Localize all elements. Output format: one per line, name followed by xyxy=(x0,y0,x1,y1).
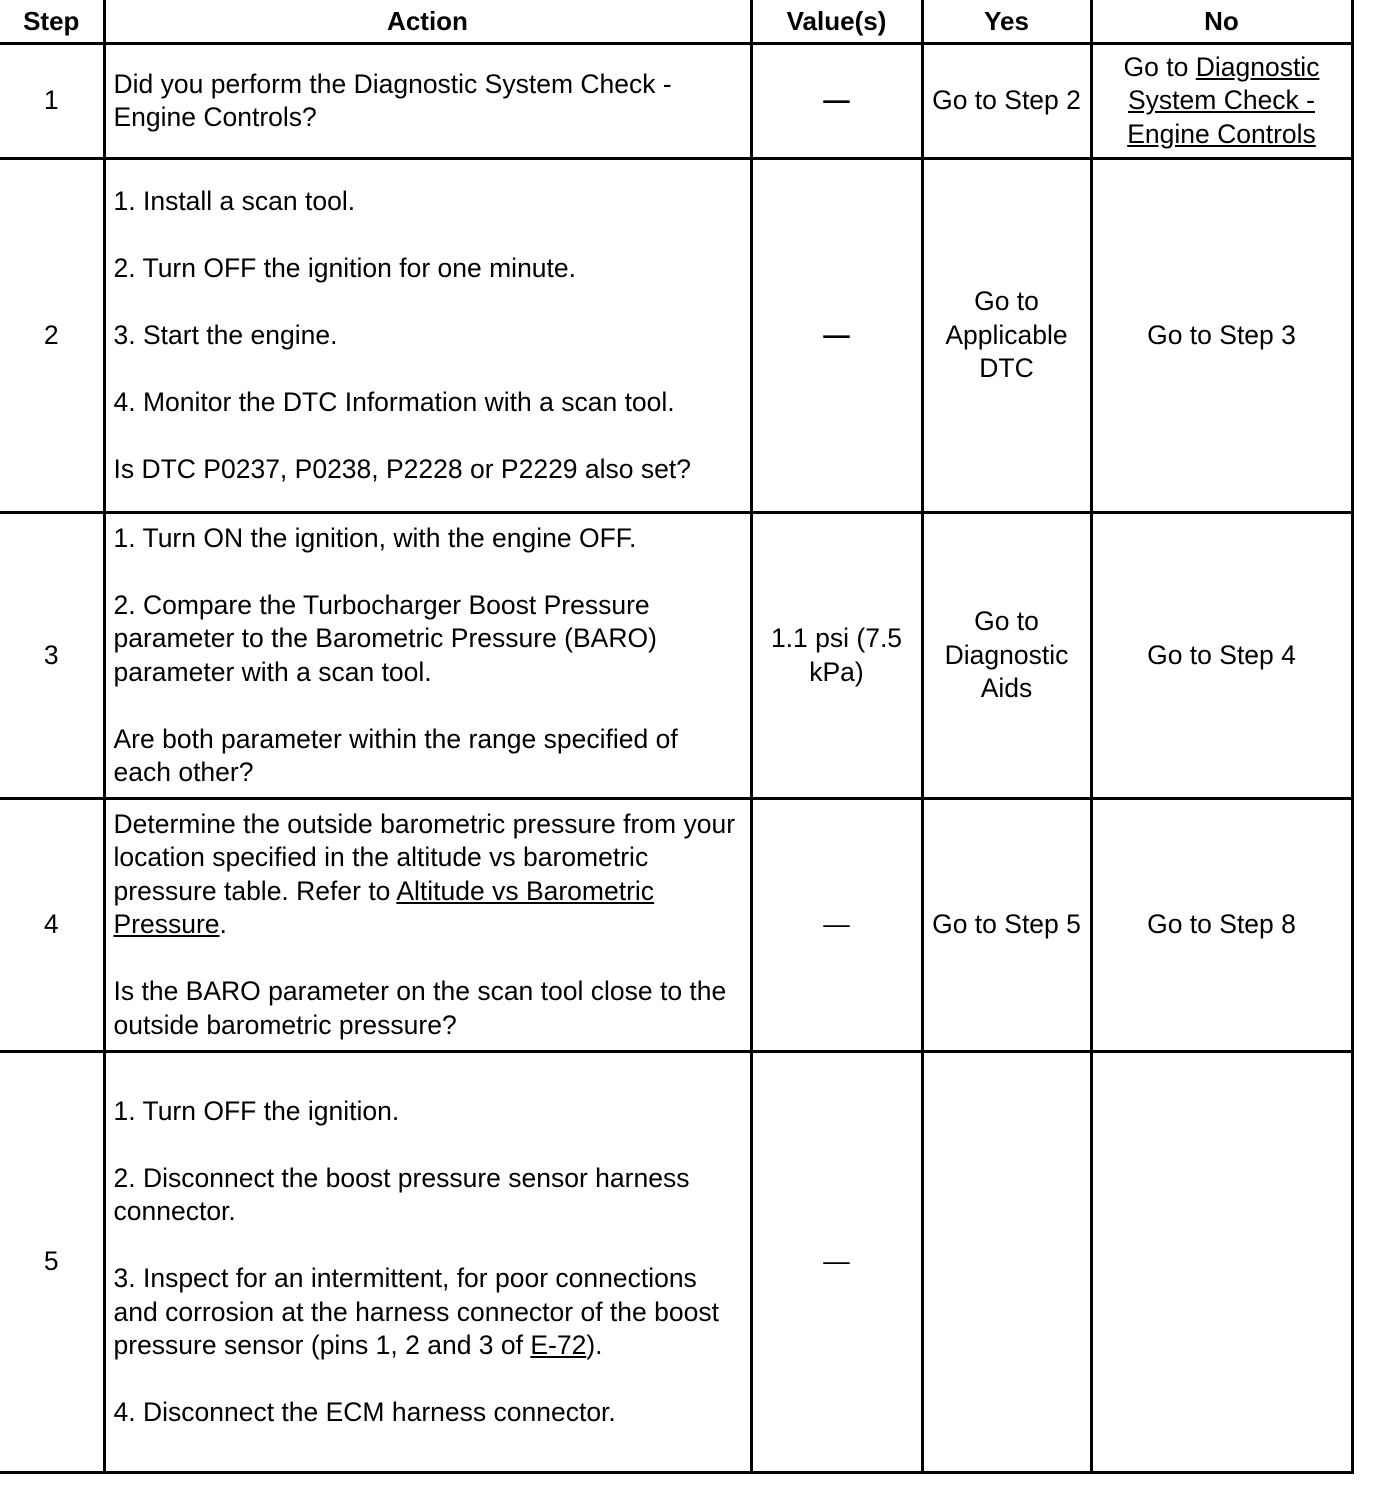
step-number: 5 xyxy=(0,1052,104,1473)
action-text xyxy=(114,808,742,942)
action-text: 1. Install a scan tool. xyxy=(113,185,356,216)
step-number: 4 xyxy=(0,799,104,1052)
action-text: 4. Monitor the DTC Information with a scan tool. xyxy=(113,386,675,417)
action-cell xyxy=(104,159,751,513)
action-cell xyxy=(104,1052,751,1473)
yes-cell: Go to Applicable DTC xyxy=(922,159,1091,513)
table-row xyxy=(0,159,1352,513)
header-step: Step xyxy=(0,0,104,44)
header-yes: Yes xyxy=(922,0,1091,44)
link-e-72[interactable]: E-72 xyxy=(530,1330,587,1360)
step-number: 2 xyxy=(0,159,104,513)
value-cell xyxy=(751,44,922,159)
header-no: No xyxy=(1091,0,1352,44)
header-values: Value(s) xyxy=(751,0,922,44)
table-row xyxy=(0,1052,1352,1473)
step-number: 3 xyxy=(0,513,104,799)
action-cell xyxy=(104,799,751,1052)
link-diagnostic-system-check[interactable]: Diagnostic System Check - Engine Controls xyxy=(1127,51,1320,149)
value-cell: — xyxy=(751,799,922,1052)
action-text: 3. Start the engine. xyxy=(113,319,338,350)
value-cell: — xyxy=(751,1052,922,1473)
value-cell: 1.1 psi (7.5 kPa) xyxy=(751,513,922,799)
action-text: 1. Turn ON the ignition, with the engine OFF. xyxy=(113,522,637,553)
value-text: — xyxy=(823,319,850,350)
yes-cell: Go to Step 5 xyxy=(922,799,1091,1052)
action-cell xyxy=(104,44,751,159)
yes-cell: Go to Diagnostic Aids xyxy=(922,513,1091,799)
table-row xyxy=(0,513,1352,799)
action-text-part: . xyxy=(219,909,227,940)
link-altitude-vs-barometric-pressure[interactable]: Altitude vs Barometric Pressure xyxy=(113,875,655,940)
table-row xyxy=(0,799,1352,1052)
no-cell: Go to Step 3 xyxy=(1091,159,1352,513)
yes-cell xyxy=(922,1052,1091,1473)
action-cell xyxy=(104,513,751,799)
action-text xyxy=(114,1262,742,1363)
no-cell xyxy=(1091,1052,1352,1473)
action-text: 2. Disconnect the boost pressure sensor harness connector. xyxy=(113,1162,690,1226)
action-text: Did you perform the Diagnostic System Check - Engine Controls? xyxy=(113,68,672,132)
value-cell xyxy=(751,159,922,513)
action-question: Is DTC P0237, P0238, P2228 or P2229 also set? xyxy=(113,453,691,484)
header-action: Action xyxy=(104,0,751,44)
no-cell xyxy=(1091,44,1352,159)
header-row xyxy=(0,0,1352,44)
action-text: 2. Turn OFF the ignition for one minute. xyxy=(113,252,577,283)
value-text: — xyxy=(823,85,850,116)
action-question: Are both parameter within the range specified of each other? xyxy=(113,723,678,787)
action-text: 1. Turn OFF the ignition. xyxy=(113,1095,400,1126)
action-text-part: ). xyxy=(586,1330,603,1360)
step-number: 1 xyxy=(0,44,104,159)
no-prefix: Go to xyxy=(1123,51,1196,82)
action-text: 4. Disconnect the ECM harness connector. xyxy=(113,1397,616,1427)
action-text-part: Determine the outside barometric pressure from your location specified in the altitude vs barometric pressure table. Refer to xyxy=(113,808,736,906)
action-text-part: 3. Inspect for an intermittent, for poor connections and corrosion at the harness connector of the boost pressure sensor (pins 1, 2 and 3 of xyxy=(113,1263,719,1360)
table-row xyxy=(0,44,1352,159)
yes-cell: Go to Step 2 xyxy=(922,44,1091,159)
no-cell: Go to Step 4 xyxy=(1091,513,1352,799)
action-text: 2. Compare the Turbocharger Boost Pressure parameter to the Barometric Pressure (BARO) parameter with a scan tool. xyxy=(113,589,657,687)
no-cell: Go to Step 8 xyxy=(1091,799,1352,1052)
action-question: Is the BARO parameter on the scan tool close to the outside barometric pressure? xyxy=(113,976,727,1040)
